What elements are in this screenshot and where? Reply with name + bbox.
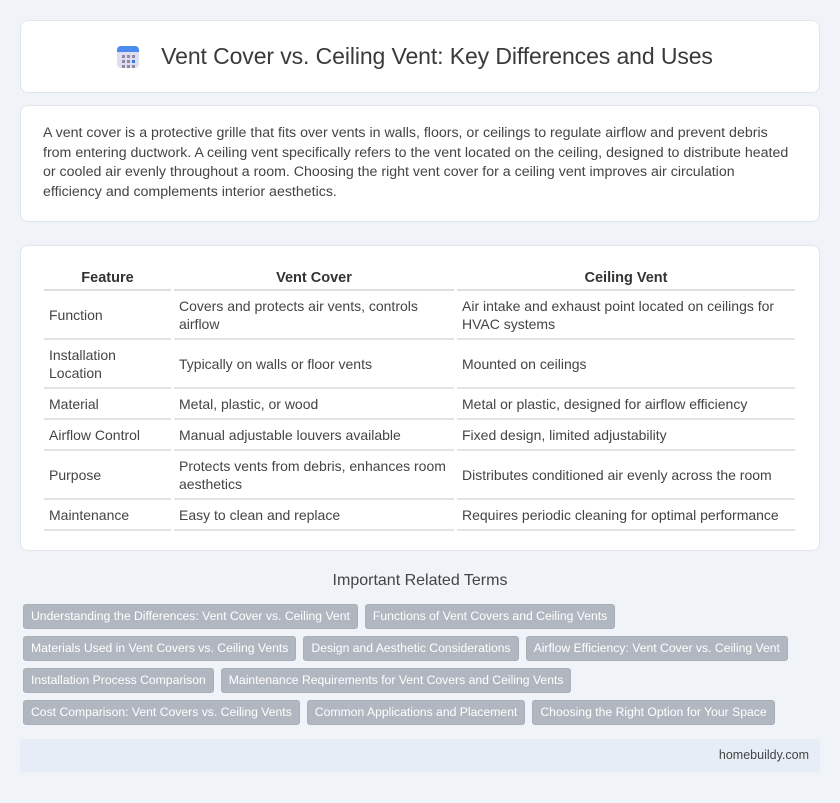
related-term-tag[interactable]: Materials Used in Vent Covers vs. Ceiling Vents bbox=[23, 636, 296, 661]
related-term-tag[interactable]: Installation Process Comparison bbox=[23, 668, 214, 693]
related-term-tag[interactable]: Maintenance Requirements for Vent Covers and Ceiling Vents bbox=[221, 668, 572, 693]
vent-cover-cell: Typically on walls or floor vents bbox=[174, 340, 454, 389]
related-term-tag[interactable]: Choosing the Right Option for Your Space bbox=[532, 700, 774, 725]
vent-cover-cell: Protects vents from debris, enhances room aesthetics bbox=[174, 451, 454, 500]
related-term-tag[interactable]: Functions of Vent Covers and Ceiling Vents bbox=[365, 604, 615, 629]
intro-paragraph: A vent cover is a protective grille that fits over vents in walls, floors, or ceilings to regulate airflow and prevent debris from entering ductwork. A ceiling vent specifically refers to the vent located on the ceiling, designed to distribute heated or cooled air evenly throughout a room. Choosing the right vent cover for a ceiling vent improves air circulation efficiency and complements interior aesthetics. bbox=[43, 125, 789, 200]
table-row bbox=[44, 451, 795, 500]
related-term-tag[interactable]: Design and Aesthetic Considerations bbox=[303, 636, 518, 661]
table-row bbox=[44, 500, 795, 531]
table-row bbox=[44, 420, 795, 451]
header-feature: Feature bbox=[44, 260, 171, 291]
comparison-card bbox=[20, 245, 820, 551]
feature-cell: Installation Location bbox=[44, 340, 171, 389]
table-row bbox=[44, 340, 795, 389]
ceiling-vent-cell: Requires periodic cleaning for optimal performance bbox=[457, 500, 795, 531]
related-term-tag[interactable]: Common Applications and Placement bbox=[307, 700, 526, 725]
related-term-tag[interactable]: Cost Comparison: Vent Covers vs. Ceiling Vents bbox=[23, 700, 300, 725]
vent-cover-cell: Easy to clean and replace bbox=[174, 500, 454, 531]
related-terms-list bbox=[23, 604, 813, 725]
related-term-tag[interactable]: Understanding the Differences: Vent Cover vs. Ceiling Vent bbox=[23, 604, 358, 629]
ceiling-vent-cell: Fixed design, limited adjustability bbox=[457, 420, 795, 451]
vent-cover-cell: Metal, plastic, or wood bbox=[174, 389, 454, 420]
comparison-table bbox=[41, 260, 798, 531]
page-title: Vent Cover vs. Ceiling Vent: Key Differences and Uses bbox=[161, 43, 713, 69]
vent-cover-cell: Manual adjustable louvers available bbox=[174, 420, 454, 451]
header bbox=[117, 43, 713, 70]
table-row bbox=[44, 389, 795, 420]
feature-cell: Airflow Control bbox=[44, 420, 171, 451]
feature-cell: Maintenance bbox=[44, 500, 171, 531]
ceiling-vent-cell: Distributes conditioned air evenly across the room bbox=[457, 451, 795, 500]
feature-cell: Function bbox=[44, 291, 171, 340]
feature-cell: Purpose bbox=[44, 451, 171, 500]
header-ceiling-vent: Ceiling Vent bbox=[457, 260, 795, 291]
feature-cell: Material bbox=[44, 389, 171, 420]
intro-card bbox=[20, 105, 820, 222]
calendar-icon bbox=[117, 46, 139, 68]
ceiling-vent-cell: Mounted on ceilings bbox=[457, 340, 795, 389]
related-term-tag[interactable]: Airflow Efficiency: Vent Cover vs. Ceiling Vent bbox=[526, 636, 788, 661]
header-card bbox=[20, 20, 820, 93]
related-terms-title: Important Related Terms bbox=[332, 572, 508, 589]
header-vent-cover: Vent Cover bbox=[174, 260, 454, 291]
table-row bbox=[44, 291, 795, 340]
ceiling-vent-cell: Metal or plastic, designed for airflow efficiency bbox=[457, 389, 795, 420]
footer-site-name: homebuildy.com bbox=[718, 748, 809, 762]
ceiling-vent-cell: Air intake and exhaust point located on ceilings for HVAC systems bbox=[457, 291, 795, 340]
footer bbox=[20, 739, 820, 772]
vent-cover-cell: Covers and protects air vents, controls airflow bbox=[174, 291, 454, 340]
